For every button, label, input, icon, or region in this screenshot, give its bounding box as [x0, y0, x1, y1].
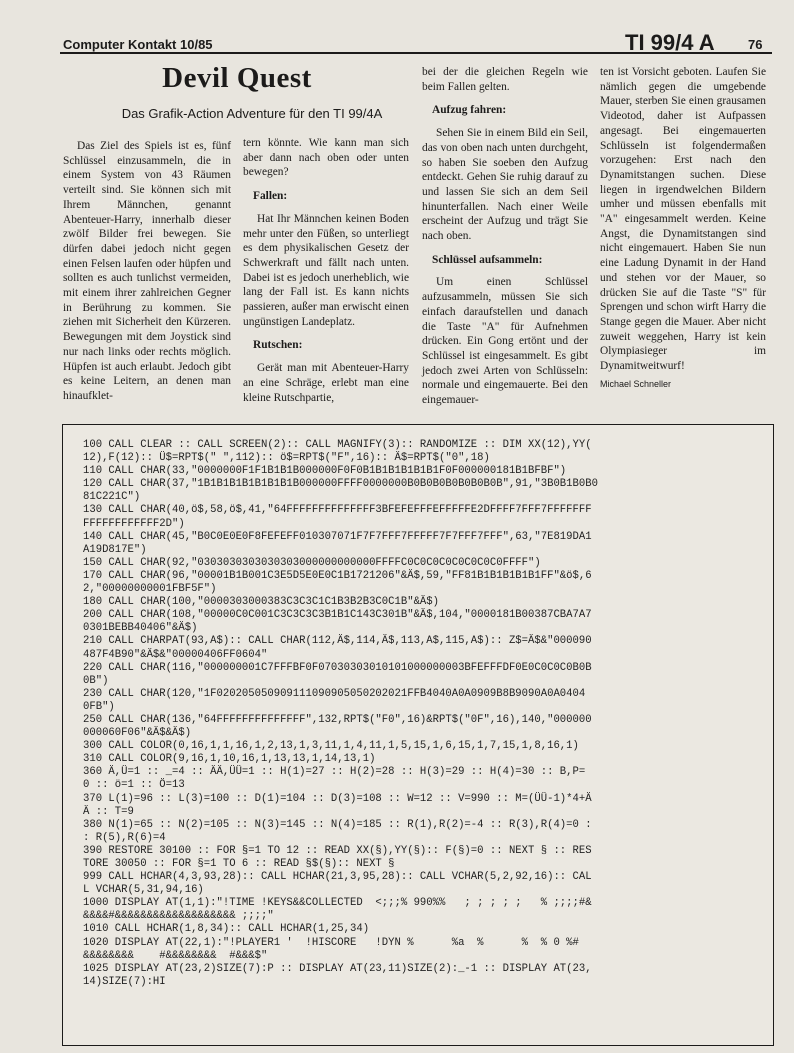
paragraph: Das Ziel des Spiels ist es, fünf Schlüssel einzusammeln, die in einem System von 43 Räumen verteilt sind. Sie können sich mit Ihrem Männchen, genannt Abenteuer-Harry, innerhalb dieser zwölf Bilder frei bewegen. Sie dürfen dabei jedoch nicht gegen einen Felsen laufen oder hüpfen und sollten es auch tunlichst vermeiden, mit einem ihrer zahlreichen Gegner in Berührung zu kommen. Sie ziehen mit Sicherheit den Kürzeren. Bewegungen mit dem Joystick sind nur nach links oder rechts möglich. Hüpfen ist auch erlaubt. Jedoch gibt es keine Leitern, an denen man hinaufklet- [63, 140, 231, 402]
paragraph: Gerät man mit Abenteuer-Harry an eine Schräge, erlebt man eine kleine Rutschpartie, [243, 362, 409, 404]
article-title: Devil Quest [162, 62, 312, 94]
paragraph: Hat Ihr Männchen keinen Boden mehr unter den Füßen, so unterliegt es dem physikalischen Gesetz der Schwerkraft und fällt nach unten. Dabei ist es jedoch unerheblich, wie lang der Fall ist. Es kann nichts passieren, außer man erwischt einen ungünstigen Landeplatz. [243, 212, 409, 328]
paragraph: bei der die gleichen Regeln wie beim Fallen gelten. [422, 66, 588, 93]
program-listing: 100 CALL CLEAR :: CALL SCREEN(2):: CALL MAGNIFY(3):: RANDOMIZE :: DIM XX(12),YY( 12),F(12):: Ü$=RPT$(" ",112):: ö$=RPT$("F",16):: Ä$=RPT$("0",18) 110 CALL CHAR(33,"0000000F1F1B1B1B000000F0F0B1B1B1B1B1B1F0F000000181B1BFBF") 120 CALL CHAR(37,"1B1B1B1B1B1B1B1B000000FFFF0000000B0B0B0B0B0B0B0B",91,"3B0B1B0B0 81C221C") 130 CALL CHAR(40,ö$,58,ö$,41,"64FFFFFFFFFFFFFF3BFEFEFFFEFFFFFE2DFFFF7FFF7FFFFFFF FFFFFFFFFFFF2D") 140 CALL CHAR(45,"B0C0E0E0F8FEFEFF010307071F7F7FFF7FFFFF7F7FFF7FFF",63,"7E819DA1 A19D817E") 150 CALL CHAR(92,"0303030303030303000000000000FFFFC0C0C0C0C0C0C0C0FFFF") 170 CALL CHAR(96,"00001B1B001C3E5D5E0E0C1B1721206"&Ä$,59,"FF81B1B1B1B1B1FF"&ö$,6 2,"00000000001FBF5F") 180 CALL CHAR(100,"0000303000383C3C3C1C1B3B2B3C0C1B"&Ä$) 200 CALL CHAR(108,"00000C0C001C3C3C3C3B1B1C143C301B"&Ä$,104,"0000181B00387CBA7A7 0301BEBB40406"&Ä$) 210 CALL CHARPAT(93,A$):: CALL CHAR(112,Ä$,114,Ä$,113,A$,115,A$):: Z$=Ä$&"000090 487F4B90"&Ä$&"00000406FF0604" 220 CALL CHAR(116,"000000001C7FFFBF0F07030303010101000000003BFEFFFDF0E0C0C0C0B0B 0B") 230 CALL CHAR(120,"1F020205050909111090905050202021FFB4040A0A0909B8B9090A0A0404 0FB") 250 CALL CHAR(136,"64FFFFFFFFFFFFFF",132,RPT$("F0",16)&RPT$("0F",16),140,"000000 000060F06"&Ä$&Ä$) 300 CALL COLOR(0,16,1,1,16,1,2,13,1,3,11,1,4,11,1,5,15,1,6,15,1,7,15,1,8,16,1) 310 CALL COLOR(9,16,1,10,16,1,13,13,1,14,13,1) 360 Ä,Ü=1 :: _=4 :: ÄÄ,ÜÜ=1 :: H(1)=27 :: H(2)=28 :: H(3)=29 :: H(4)=30 :: B,P= 0 :: ö=1 :: Ö=13 370 L(1)=96 :: L(3)=100 :: D(1)=104 :: D(3)=108 :: W=12 :: V=990 :: M=(ÜÜ-1)*4+Ä Ä :: T=9 380 N(1)=65 :: N(2)=105 :: N(3)=145 :: N(4)=185 :: R(1),R(2)=-4 :: R(3),R(4)=0 : : R(5),R(6)=4 390 RESTORE 30100 :: FOR §=1 TO 12 :: READ XX(§),YY(§):: F(§)=0 :: NEXT § :: RES TORE 30050 :: FOR §=1 TO 6 :: READ §$(§):: NEXT § 999 CALL HCHAR(4,3,93,28):: CALL HCHAR(21,3,95,28):: CALL VCHAR(5,2,92,16):: CAL L VCHAR(5,31,94,16) 1000 DISPLAY AT(1,1):"!TIME !KEYS&&COLLECTED <;;;% 990%% ; ; ; ; ; % ;;;;#& &&&&#&&&&&&&&&&&&&&&&&&& ;;;;" 1010 CALL HCHAR(1,8,34):: CALL HCHAR(1,25,34) 1020 DISPLAY AT(22,1):"!PLAYER1 ' !HISCORE !DYN % %a % % % 0 %# &&&&&&&& #&&&&&&&& #&&&$" 1025 DISPLAY AT(23,2)SIZE(7):P :: DISPLAY AT(23,11)SIZE(2):_-1 :: DISPLAY AT(23, 14)SIZE(7):HI [83, 439, 598, 988]
magazine-issue: Computer Kontakt 10/85 [63, 37, 213, 52]
section-title: TI 99/4 A [625, 30, 715, 55]
text-column-1 [63, 139, 231, 404]
paragraph: Um einen Schlüssel aufzusammeln, müssen Sie sich einfach daraufstellen und danach die Taste "A" für Aufnehmen drücken. Ein Gong ertönt und der Schlüssel ist eingesammelt. Es gibt jedoch zwei Arten von Schlüsseln: normale und eingemauerte. Bei den eingemauer- [422, 276, 588, 407]
header-rule [60, 52, 772, 54]
author-byline: Michael Schneller [600, 378, 672, 389]
section-heading: Schlüssel aufsammeln: [432, 253, 543, 266]
text-column-3 [422, 65, 588, 408]
paragraph: Sehen Sie in einem Bild ein Seil, das von oben nach unten durchgeht, so haben Sie soeben den Aufzug entdeckt. Gehen Sie ruhig darauf zu und lassen Sie sich an dem Seil hinunterfallen. Nach einer Weile erscheint der Aufzug und trägt Sie nach oben. [422, 127, 588, 243]
section-heading: Fallen: [253, 190, 288, 203]
text-column-4 [600, 65, 766, 391]
article-subtitle: Das Grafik-Action Adventure für den TI 99/4A [121, 106, 383, 121]
section-heading: Rutschen: [253, 339, 303, 352]
paragraph: ten ist Vorsicht geboten. Laufen Sie nämlich gegen die umgebende Mauer, sterben Sie einen grausamen Videotod, daher ist Aufpassen angesagt. Bei eingemauerten Schlüsseln ist folgendermaßen vorzugehen: Erst nach den Dynamitstangen suchen. Diese liegen in irgendwelchen Bildern umher und müssen ebenfalls mit "A" eingesammelt werden. Keine Angst, die Dynamitstangen sind nicht eingemauert. Haben Sie nun eine Ladung Dynamit in der Hand und stehen vor der Mauer, so drücken Sie auf die Taste "S" für Sprengen und schon wirft Harry die Stange gegen die Mauer. Aber nicht zuweit weggehen, Harry ist kein Olympiasieger im Dynamitweitwurf! [600, 66, 766, 373]
text-column-2 [243, 136, 409, 405]
program-listing-box [62, 424, 774, 1046]
section-heading: Aufzug fahren: [432, 104, 507, 117]
page-number: 76 [748, 37, 763, 52]
paragraph: tern könnte. Wie kann man sich aber dann nach oben oder unten bewegen? [243, 137, 409, 179]
